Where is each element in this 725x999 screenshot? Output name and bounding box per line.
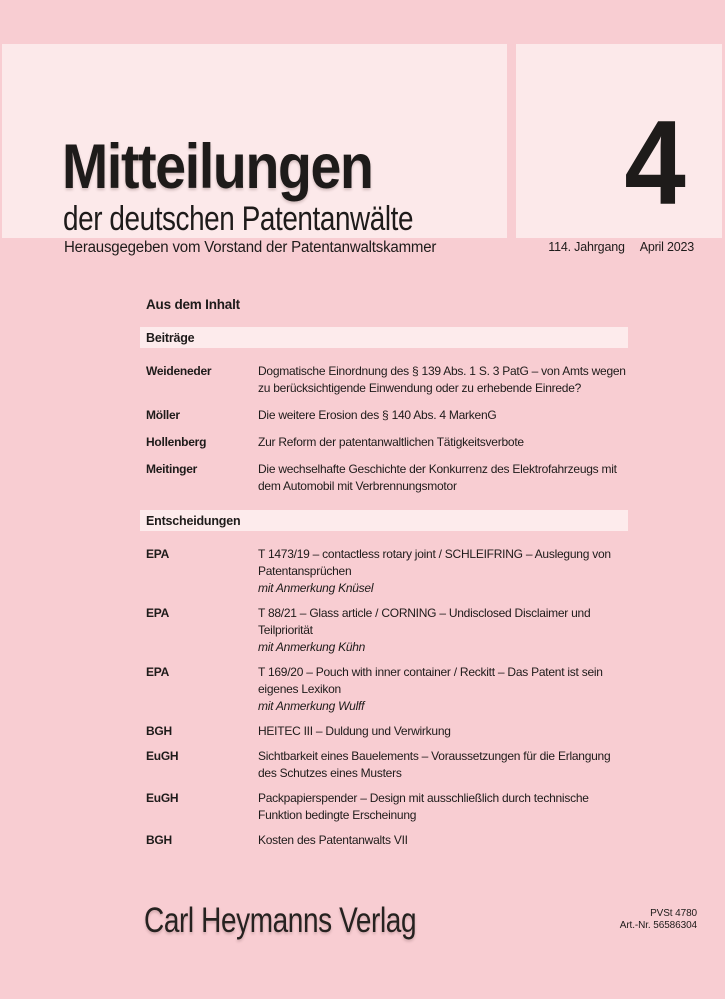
postal-distribution-code: PVSt 4780 xyxy=(650,908,697,919)
entry-title: Die wechselhafte Geschichte der Konkurrenz des Elektrofahrzeugs mit dem Automobil mit Verbrennungsmotor xyxy=(258,462,617,493)
section-label: Beiträge xyxy=(146,330,195,345)
entries-beitraege xyxy=(140,363,628,495)
entry-author: BGH xyxy=(146,833,172,847)
entry-title: Zur Reform der patentanwaltlichen Tätigkeitsverbote xyxy=(258,435,524,449)
entry-title: Kosten des Patentanwalts VII xyxy=(258,833,408,847)
entry-author: EPA xyxy=(146,547,170,561)
entries-entscheidungen xyxy=(140,546,628,849)
journal-title: Mitteilungen xyxy=(62,132,373,202)
section-label: Entscheidungen xyxy=(146,513,241,528)
toc-entry xyxy=(140,546,628,597)
entry-author: Hollenberg xyxy=(146,435,207,449)
entry-title-text: T 169/20 – Pouch with inner container / Reckitt – Das Patent ist sein eigenes Lexikon xyxy=(258,665,603,696)
toc-entry xyxy=(140,790,628,824)
entry-title-text: T 88/21 – Glass article / CORNING – Undisclosed Disclaimer und Teilpriorität xyxy=(258,606,591,637)
issue-number: 4 xyxy=(624,96,686,230)
table-of-contents xyxy=(140,290,628,857)
entry-author: EPA xyxy=(146,606,170,620)
journal-subtitle: der deutschen Patentanwälte xyxy=(63,200,414,238)
entry-note: mit Anmerkung Wulff xyxy=(258,699,365,713)
entry-author: EuGH xyxy=(146,749,179,763)
footer-codes xyxy=(620,908,697,932)
entry-title-text: T 1473/19 – contactless rotary joint / SCHLEIFRING – Auslegung von Patentansprüchen xyxy=(258,547,611,578)
entry-title: HEITEC III – Duldung und Verwirkung xyxy=(258,724,451,738)
entry-note: mit Anmerkung Knüsel xyxy=(258,581,374,595)
entry-title xyxy=(258,605,630,656)
toc-entry xyxy=(140,434,628,451)
publisher-name: Carl Heymanns Verlag xyxy=(144,901,417,940)
entry-author: EuGH xyxy=(146,791,179,805)
contents-heading: Aus dem Inhalt xyxy=(146,297,240,312)
issue-volume: 114. Jahrgang xyxy=(548,240,625,254)
masthead-panel xyxy=(2,44,507,256)
section-band-entscheidungen xyxy=(140,510,628,531)
toc-entry xyxy=(140,461,628,495)
entry-author: Weideneder xyxy=(146,364,212,378)
entry-author: Möller xyxy=(146,408,180,422)
toc-entry xyxy=(140,748,628,782)
entry-title: Dogmatische Einordnung des § 139 Abs. 1 S. 3 PatG – von Amts wegen zu berücksichtigende Einwendung oder zu erhebende Einrede? xyxy=(258,364,626,395)
entry-author: Meitinger xyxy=(146,462,198,476)
toc-entry xyxy=(140,664,628,715)
toc-entry xyxy=(140,723,628,740)
issue-panel xyxy=(516,44,722,254)
entry-author: EPA xyxy=(146,665,170,679)
article-number: Art.-Nr. 56586304 xyxy=(619,920,697,931)
issue-meta xyxy=(548,240,694,254)
entry-title: Die weitere Erosion des § 140 Abs. 4 MarkenG xyxy=(258,408,497,422)
entry-title: Packpapierspender – Design mit ausschließlich durch technische Funktion bedingte Erscheinung xyxy=(258,791,589,822)
entry-note: mit Anmerkung Kühn xyxy=(258,640,366,654)
entry-author: BGH xyxy=(146,724,172,738)
journal-publisher-line: Herausgegeben vom Vorstand der Patentanwaltskammer xyxy=(64,239,437,256)
toc-entry xyxy=(140,407,628,424)
issue-date: April 2023 xyxy=(639,240,694,254)
entry-title: Sichtbarkeit eines Bauelements – Voraussetzungen für die Erlangung des Schutzes eines Musters xyxy=(258,749,611,780)
section-band-beitraege xyxy=(140,327,628,348)
entry-title xyxy=(258,546,630,597)
toc-entry xyxy=(140,832,628,849)
entry-title xyxy=(258,664,630,715)
toc-entry xyxy=(140,605,628,656)
toc-entry xyxy=(140,363,628,397)
